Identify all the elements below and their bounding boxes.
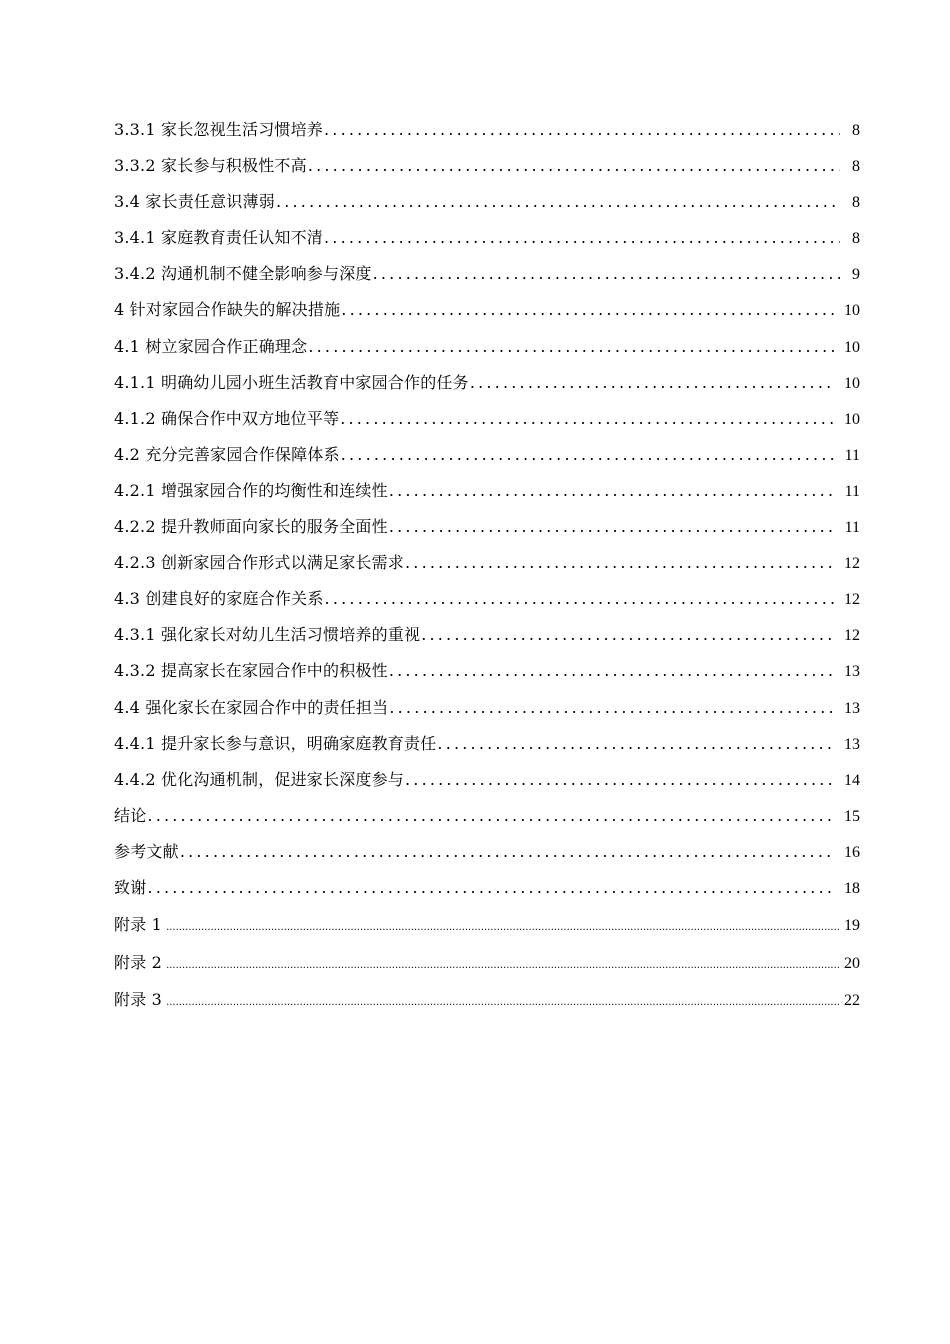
toc-dot-leader bbox=[325, 581, 836, 617]
toc-entry-title: 3.3.2 家长参与积极性不高 bbox=[114, 156, 307, 176]
toc-dot-leader bbox=[308, 148, 840, 184]
toc-entry[interactable] bbox=[114, 762, 860, 798]
toc-entry[interactable] bbox=[114, 256, 860, 292]
toc-dot-leader bbox=[324, 220, 840, 256]
toc-entry[interactable] bbox=[114, 112, 860, 148]
toc-entry-title: 4.1.2 确保合作中双方地位平等 bbox=[114, 408, 340, 428]
toc-entry-page-number: 20 bbox=[844, 954, 860, 972]
toc-entry[interactable] bbox=[114, 437, 860, 473]
toc-entry[interactable] bbox=[114, 906, 860, 944]
toc-entry[interactable] bbox=[114, 292, 860, 328]
toc-entry-title: 3.4.2 沟通机制不健全影响参与深度 bbox=[114, 264, 372, 284]
toc-dot-leader bbox=[341, 292, 836, 328]
toc-dot-leader bbox=[405, 762, 836, 798]
toc-entry-page-number: 11 bbox=[844, 519, 860, 537]
toc-entry-title: 致谢 bbox=[114, 877, 147, 897]
toc-entry-title: 4.2.2 提升教师面向家长的服务全面性 bbox=[114, 517, 388, 537]
toc-entry-page-number: 15 bbox=[844, 807, 860, 825]
toc-entry-page-number: 11 bbox=[844, 446, 860, 464]
toc-entry[interactable] bbox=[114, 834, 860, 870]
toc-entry[interactable] bbox=[114, 509, 860, 545]
toc-entry-page-number: 13 bbox=[844, 663, 860, 681]
toc-entry-page-number: 9 bbox=[852, 266, 860, 284]
toc-entry-title: 4.4.2 优化沟通机制，促进家长深度参与 bbox=[114, 769, 404, 789]
toc-entry-page-number: 8 bbox=[852, 194, 860, 212]
toc-entry[interactable] bbox=[114, 473, 860, 509]
toc-entry-title: 结论 bbox=[114, 805, 147, 825]
toc-entry-title: 3.4 家长责任意识薄弱 bbox=[114, 192, 275, 212]
toc-entry-page-number: 11 bbox=[844, 482, 860, 500]
toc-entry-title: 附录 2 bbox=[114, 952, 163, 972]
toc-entry[interactable] bbox=[114, 653, 860, 689]
toc-entry-page-number: 10 bbox=[844, 410, 860, 428]
toc-entry-title: 4.4 强化家长在家园合作中的责任担当 bbox=[114, 697, 389, 717]
toc-entry-page-number: 13 bbox=[844, 735, 860, 753]
toc-dot-leader bbox=[166, 947, 840, 984]
toc-dot-leader bbox=[470, 365, 836, 401]
toc-entry-page-number: 8 bbox=[852, 230, 860, 248]
toc-entry-title: 4.2.1 增强家园合作的均衡性和连续性 bbox=[114, 480, 388, 500]
toc-entry-page-number: 10 bbox=[844, 374, 860, 392]
toc-dot-leader bbox=[389, 690, 836, 726]
toc-dot-leader bbox=[389, 473, 837, 509]
toc-dot-leader bbox=[389, 653, 836, 689]
toc-entry-title: 3.4.1 家庭教育责任认知不清 bbox=[114, 228, 323, 248]
toc-entry[interactable] bbox=[114, 148, 860, 184]
toc-dot-leader bbox=[437, 726, 836, 762]
toc-entry-title: 附录 1 bbox=[114, 915, 163, 935]
toc-entry-title: 4.1 树立家园合作正确理念 bbox=[114, 336, 308, 356]
toc-dot-leader bbox=[166, 984, 840, 1021]
toc-entry-title: 4.1.1 明确幼儿园小班生活教育中家园合作的任务 bbox=[114, 372, 469, 392]
toc-entry[interactable] bbox=[114, 870, 860, 906]
toc-entry-title: 3.3.1 家长忽视生活习惯培养 bbox=[114, 120, 323, 139]
toc-entry[interactable] bbox=[114, 184, 860, 220]
toc-dot-leader bbox=[389, 509, 837, 545]
toc-entry-page-number: 10 bbox=[844, 338, 860, 356]
toc-entry-title: 附录 3 bbox=[114, 990, 163, 1010]
table-of-contents bbox=[114, 112, 860, 1019]
toc-dot-leader bbox=[324, 112, 840, 148]
toc-entry-page-number: 14 bbox=[844, 771, 860, 789]
toc-entry-page-number: 16 bbox=[844, 843, 860, 861]
toc-dot-leader bbox=[405, 545, 836, 581]
toc-dot-leader bbox=[276, 184, 840, 220]
toc-dot-leader bbox=[147, 798, 836, 834]
toc-dot-leader bbox=[308, 329, 836, 365]
toc-entry[interactable] bbox=[114, 365, 860, 401]
toc-entry-title: 4.4.1 提升家长参与意识，明确家庭教育责任 bbox=[114, 733, 437, 753]
toc-entry-page-number: 13 bbox=[844, 699, 860, 717]
toc-entry[interactable] bbox=[114, 690, 860, 726]
toc-entry-page-number: 8 bbox=[852, 122, 860, 139]
toc-dot-leader bbox=[180, 834, 836, 870]
toc-entry[interactable] bbox=[114, 726, 860, 762]
toc-entry-title: 参考文献 bbox=[114, 841, 179, 861]
toc-entry-title: 4 针对家园合作缺失的解决措施 bbox=[114, 300, 341, 320]
toc-entry-title: 4.2.3 创新家园合作形式以满足家长需求 bbox=[114, 553, 404, 573]
toc-dot-leader bbox=[421, 617, 836, 653]
toc-dot-leader bbox=[341, 437, 837, 473]
toc-entry-page-number: 22 bbox=[844, 992, 860, 1010]
toc-dot-leader bbox=[166, 909, 840, 946]
toc-dot-leader bbox=[373, 256, 840, 292]
toc-entry-title: 4.2 充分完善家园合作保障体系 bbox=[114, 444, 340, 464]
toc-entry-page-number: 12 bbox=[844, 591, 860, 609]
toc-entry-title: 4.3.2 提高家长在家园合作中的积极性 bbox=[114, 661, 388, 681]
toc-entry-page-number: 18 bbox=[844, 879, 860, 897]
toc-entry-page-number: 10 bbox=[844, 302, 860, 320]
toc-entry[interactable] bbox=[114, 798, 860, 834]
toc-entry-page-number: 12 bbox=[844, 555, 860, 573]
toc-entry-page-number: 8 bbox=[852, 158, 860, 176]
toc-dot-leader bbox=[147, 870, 836, 906]
toc-entry[interactable] bbox=[114, 220, 860, 256]
toc-entry-page-number: 12 bbox=[844, 627, 860, 645]
toc-entry[interactable] bbox=[114, 944, 860, 982]
toc-entry[interactable] bbox=[114, 545, 860, 581]
toc-dot-leader bbox=[340, 401, 836, 437]
toc-entry[interactable] bbox=[114, 617, 860, 653]
toc-entry-page-number: 19 bbox=[844, 917, 860, 935]
toc-entry-title: 4.3 创建良好的家庭合作关系 bbox=[114, 589, 324, 609]
toc-entry-title: 4.3.1 强化家长对幼儿生活习惯培养的重视 bbox=[114, 625, 421, 645]
toc-entry[interactable] bbox=[114, 981, 860, 1019]
toc-entry[interactable] bbox=[114, 401, 860, 437]
toc-entry[interactable] bbox=[114, 329, 860, 365]
toc-entry[interactable] bbox=[114, 581, 860, 617]
